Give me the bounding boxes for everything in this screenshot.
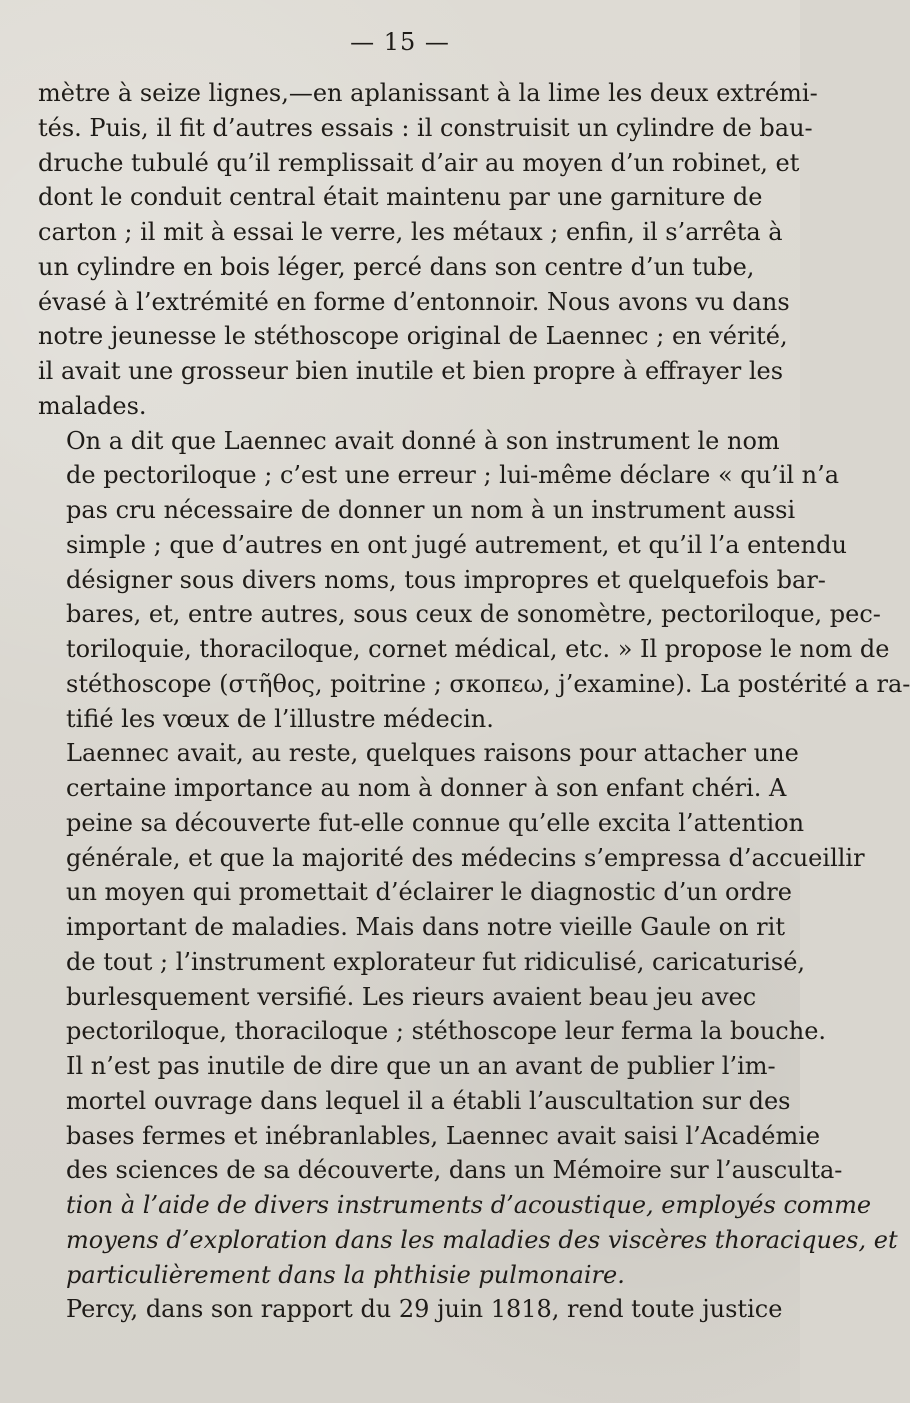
paragraph-5 bbox=[38, 1292, 783, 1327]
paragraph-line: malades. bbox=[38, 391, 147, 420]
paragraph-line: bares, et, entre autres, sous ceux de sonomètre, pectoriloque, pec- bbox=[66, 600, 881, 629]
paragraph-line: moyens d’exploration dans les maladies des viscères thoraciques, et bbox=[66, 1225, 898, 1254]
paragraph-line: des sciences de sa découverte, dans un Mémoire sur l’ausculta- bbox=[66, 1156, 843, 1185]
paragraph-line: certaine importance au nom à donner à son enfant chéri. A bbox=[66, 774, 787, 802]
paragraph-line: simple ; que d’autres en ont jugé autrement, et qu’il l’a entendu bbox=[66, 530, 847, 559]
paragraph-line: pectoriloque, thoraciloque ; stéthoscope leur ferma la bouche. bbox=[66, 1017, 827, 1046]
paragraph-line: de pectoriloque ; c’est une erreur ; lui-même déclare « qu’il n’a bbox=[66, 461, 840, 490]
paragraph-line: mortel ouvrage dans lequel il a établi l’auscultation sur des bbox=[66, 1086, 791, 1115]
paragraph-line: un moyen qui promettait d’éclairer le diagnostic d’un ordre bbox=[66, 878, 792, 907]
paragraph-line: important de maladies. Mais dans notre vieille Gaule on rit bbox=[66, 913, 785, 941]
paragraph-line: particulièrement dans la phthisie pulmonaire. bbox=[66, 1260, 625, 1289]
paragraph-line: On a dit que Laennec avait donné à son instrument le nom bbox=[66, 426, 780, 455]
paragraph-line: stéthoscope (στῆθος, poitrine ; σκοπεω, j’examine). La postérité a ra- bbox=[66, 669, 910, 698]
paragraph-line: tés. Puis, il fit d’autres essais : il construisit un cylindre de bau- bbox=[38, 113, 813, 142]
paragraph-line: toriloquie, thoraciloque, cornet médical, etc. » Il propose le nom de bbox=[66, 635, 890, 663]
paragraph-line: carton ; il mit à essai le verre, les métaux ; enfin, il s’arrêta à bbox=[38, 218, 783, 246]
paragraph-line: un cylindre en bois léger, percé dans son centre d’un tube, bbox=[38, 252, 755, 281]
paragraph-2 bbox=[38, 424, 910, 737]
paragraph-line: bases fermes et inébranlables, Laennec avait saisi l’Académie bbox=[66, 1121, 821, 1150]
paragraph-line: Il n’est pas inutile de dire que un an avant de publier l’im- bbox=[66, 1052, 776, 1080]
paragraph-line: tifié les vœux de l’illustre médecin. bbox=[66, 704, 494, 733]
paragraph-line: Laennec avait, au reste, quelques raisons pour attacher une bbox=[66, 739, 799, 768]
page-number: — 15 — bbox=[350, 28, 450, 56]
body-text bbox=[38, 76, 910, 1327]
paragraph-line: pas cru nécessaire de donner un nom à un instrument aussi bbox=[66, 496, 796, 524]
paragraph-line: de tout ; l’instrument explorateur fut ridiculisé, caricaturisé, bbox=[66, 947, 806, 976]
paragraph-line: évasé à l’extrémité en forme d’entonnoir. Nous avons vu dans bbox=[38, 287, 790, 316]
paragraph-line: tion à l’aide de divers instruments d’acoustique, employés comme bbox=[66, 1191, 872, 1219]
paragraph-line: Percy, dans son rapport du 29 juin 1818, rend toute justice bbox=[66, 1295, 783, 1324]
paragraph-line: dont le conduit central était maintenu par une garniture de bbox=[38, 183, 763, 212]
paragraph-4 bbox=[38, 1049, 898, 1292]
paragraph-line: peine sa découverte fut-elle connue qu’elle excita l’attention bbox=[66, 808, 805, 837]
paragraph-line: il avait une grosseur bien inutile et bien propre à effrayer les bbox=[38, 357, 784, 385]
paragraph-line: druche tubulé qu’il remplissait d’air au moyen d’un robinet, et bbox=[38, 148, 800, 177]
paragraph-line: désigner sous divers noms, tous impropres et quelquefois bar- bbox=[66, 565, 826, 594]
paragraph-line: notre jeunesse le stéthoscope original de Laennec ; en vérité, bbox=[38, 322, 788, 351]
paragraph-line: générale, et que la majorité des médecins s’empressa d’accueillir bbox=[66, 843, 865, 872]
paragraph-line: mètre à seize lignes,—en aplanissant à la lime les deux extrémi- bbox=[38, 79, 818, 107]
paragraph-1 bbox=[38, 76, 818, 424]
paragraph-line: burlesquement versifié. Les rieurs avaient beau jeu avec bbox=[66, 982, 757, 1011]
paragraph-3 bbox=[38, 736, 865, 1049]
